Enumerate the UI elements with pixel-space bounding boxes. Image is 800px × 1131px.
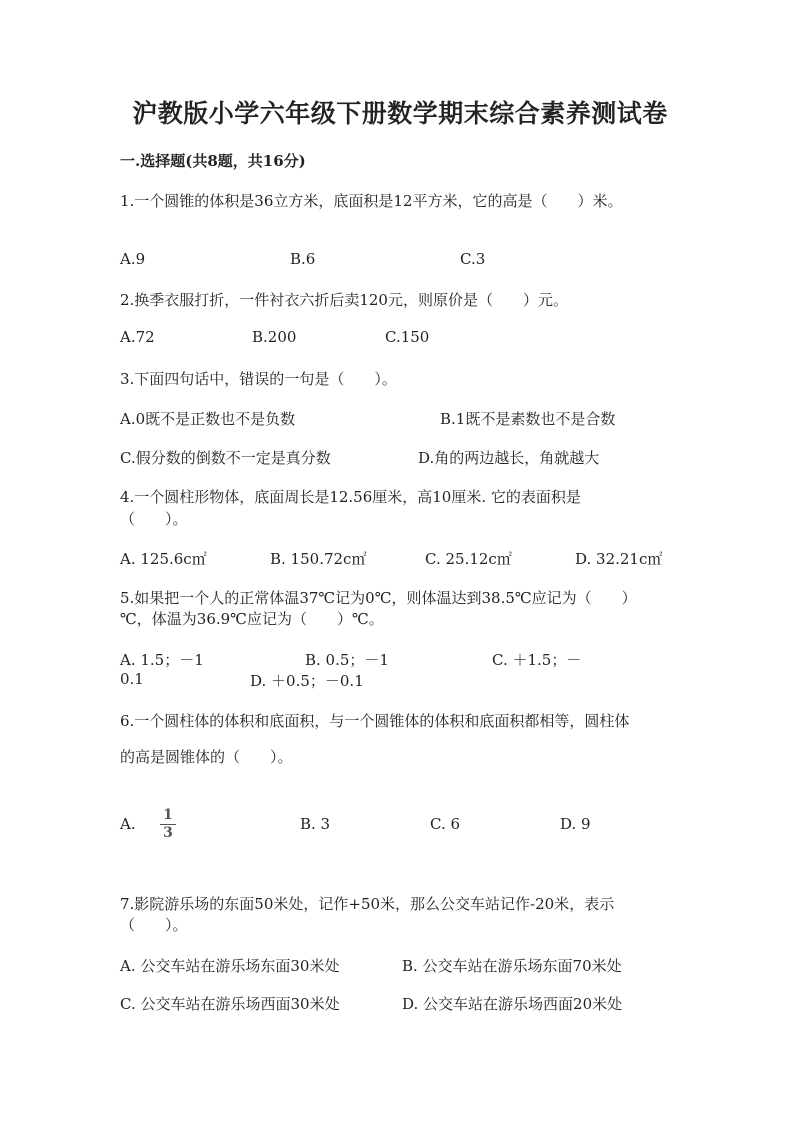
question-2-option-b: B.200: [252, 328, 297, 346]
question-7-option-d: D. 公交车站在游乐场西面20米处: [402, 995, 623, 1013]
question-2-stem: 2.换季衣服打折，一件衬衣六折后卖120元，则原价是（ ）元。: [120, 291, 568, 309]
question-4-stem-line-1: 4.一个圆柱形物体，底面周长是12.56厘米，高10厘米. 它的表面积是: [120, 488, 581, 506]
question-7-option-c: C. 公交车站在游乐场西面30米处: [120, 995, 340, 1013]
question-1-option-b: B.6: [290, 250, 316, 268]
question-5-option-b: B. 0.5；－1: [305, 651, 389, 669]
question-5-stem-line-1: 5.如果把一个人的正常体温37℃记为0℃，则体温达到38.5℃应记为（ ）: [120, 589, 637, 607]
question-1-stem: 1.一个圆锥的体积是36立方米，底面积是12平方米，它的高是（ ）米。: [120, 192, 623, 210]
question-5-option-c-continued: 0.1: [120, 670, 144, 688]
question-6-stem-line-1: 6.一个圆柱体的体积和底面积，与一个圆锥体的体积和底面积都相等，圆柱体: [120, 712, 630, 730]
exam-title: 沪教版小学六年级下册数学期末综合素养测试卷: [132, 99, 668, 128]
question-6-option-a: A.: [120, 815, 136, 833]
question-1-option-c: C.3: [460, 250, 486, 268]
question-7-option-a: A. 公交车站在游乐场东面30米处: [120, 957, 340, 975]
question-4-stem-line-2: （ ）。: [120, 510, 188, 528]
question-3-stem: 3.下面四句话中，错误的一句是（ ）。: [120, 370, 397, 388]
question-3-option-b: B.1既不是素数也不是合数: [440, 410, 616, 428]
question-3-option-a: A.0既不是正数也不是负数: [120, 410, 296, 428]
question-7-option-b: B. 公交车站在游乐场东面70米处: [402, 957, 622, 975]
section-heading: 一.选择题(共8题，共16分): [120, 152, 306, 170]
question-1-option-a: A.9: [120, 250, 146, 268]
question-5-option-d: D. ＋0.5；－0.1: [250, 672, 364, 690]
question-2-option-a: A.72: [120, 328, 155, 346]
question-6-option-b: B. 3: [300, 815, 331, 833]
question-3-option-c: C.假分数的倒数不一定是真分数: [120, 449, 331, 467]
question-7-stem-line-2: （ ）。: [120, 916, 188, 934]
question-7-stem-line-1: 7.影院游乐场的东面50米处，记作+50米，那么公交车站记作-20米，表示: [120, 895, 615, 913]
question-5-option-c: C. ＋1.5；－: [492, 651, 582, 669]
question-4-option-a: A. 125.6c㎡: [120, 550, 207, 568]
question-6-stem-line-2: 的高是圆锥体的（ ）。: [120, 748, 293, 766]
question-6-option-c: C. 6: [430, 815, 461, 833]
question-4-option-c: C. 25.12c㎡: [425, 550, 512, 568]
question-4-option-b: B. 150.72c㎡: [270, 550, 367, 568]
question-5-option-a: A. 1.5；－1: [120, 651, 204, 669]
question-6-option-d: D. 9: [560, 815, 591, 833]
one-third-fraction: [160, 808, 176, 841]
fraction-numerator: 1: [163, 807, 173, 823]
fraction-denominator: 3: [163, 825, 173, 841]
question-2-option-c: C.150: [385, 328, 430, 346]
question-4-option-d: D. 32.21c㎡: [575, 550, 663, 568]
question-3-option-d: D.角的两边越长，角就越大: [418, 449, 600, 467]
question-5-stem-line-2: ℃，体温为36.9℃应记为（ ）℃。: [120, 610, 384, 628]
